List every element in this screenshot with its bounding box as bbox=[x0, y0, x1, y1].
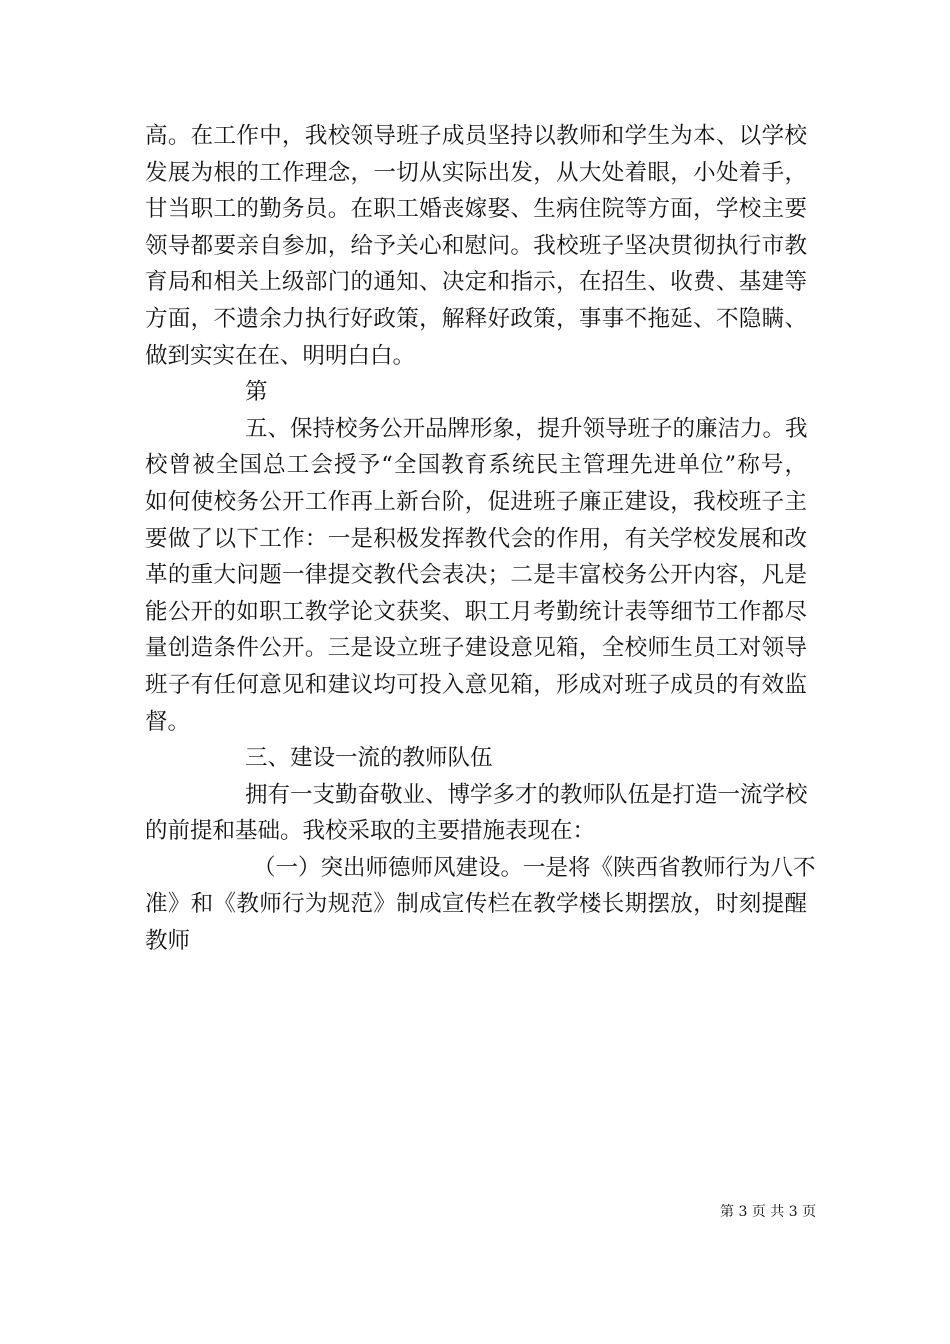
text-line: 育局和相关上级部门的通知、决定和指示，在招生、收费、基建等 bbox=[145, 269, 807, 296]
text-line: 校曾被全国总工会授予“全国教育系统民主管理先进单位”称号， bbox=[145, 452, 807, 479]
text-line: 拥有一支勤奋敬业、博学多才的教师队伍是打造一流学校 bbox=[245, 781, 808, 808]
text-line: 要做了以下工作：一是积极发挥教代会的作用，有关学校发展和改 bbox=[145, 525, 807, 552]
text-line: 班子有任何意见和建议均可投入意见箱，形成对班子成员的有效监 bbox=[145, 671, 807, 698]
text-line: 量创造条件公开。三是设立班子建设意见箱，全校师生员工对领导 bbox=[145, 635, 807, 662]
text-line: 能公开的如职工教学论文获奖、职工月考勤统计表等细节工作都尽 bbox=[145, 598, 807, 625]
text-line: 准》和《教师行为规范》制成宣传栏在教学楼长期摆放，时刻提醒 bbox=[145, 891, 807, 918]
text-line: 甘当职工的勤务员。在职工婚丧嫁娶、生病住院等方面，学校主要 bbox=[145, 196, 807, 223]
text-line: 教师 bbox=[145, 928, 191, 955]
text-line: 高。在工作中，我校领导班子成员坚持以教师和学生为本、以学校 bbox=[145, 123, 807, 149]
text-line: 方面，不遗余力执行好政策，解释好政策，事事不拖延、不隐瞒、 bbox=[145, 305, 807, 332]
document-body bbox=[145, 118, 816, 960]
page-number-footer: 第 3 页 共 3 页 bbox=[720, 1204, 817, 1220]
text-line: 的前提和基础。我校采取的主要措施表现在： bbox=[145, 818, 596, 845]
text-line: 领导都要亲自参加，给予关心和慰问。我校班子坚决贯彻执行市教 bbox=[145, 232, 807, 259]
section-heading-five: 五、保持校务公开品牌形象，提升领导班子的廉洁力。我 bbox=[245, 415, 808, 442]
text-line: 革的重大问题一律提交教代会表决；二是丰富校务公开内容，凡是 bbox=[145, 562, 807, 589]
text-line: 如何使校务公开工作再上新台阶，促进班子廉正建设，我校班子主 bbox=[145, 488, 807, 515]
text-line: 督。 bbox=[145, 708, 191, 735]
subsection-heading: （一）突出师德师风建设。一是将《陕西省教师行为八不 bbox=[253, 854, 816, 881]
text-line: 做到实实在在、明明白白。 bbox=[145, 342, 416, 369]
text-line: 发展为根的工作理念，一切从实际出发，从大处着眼，小处着手， bbox=[145, 159, 807, 186]
text-line: 第 bbox=[245, 379, 268, 406]
section-heading-three: 三、建设一流的教师队伍 bbox=[245, 745, 493, 772]
